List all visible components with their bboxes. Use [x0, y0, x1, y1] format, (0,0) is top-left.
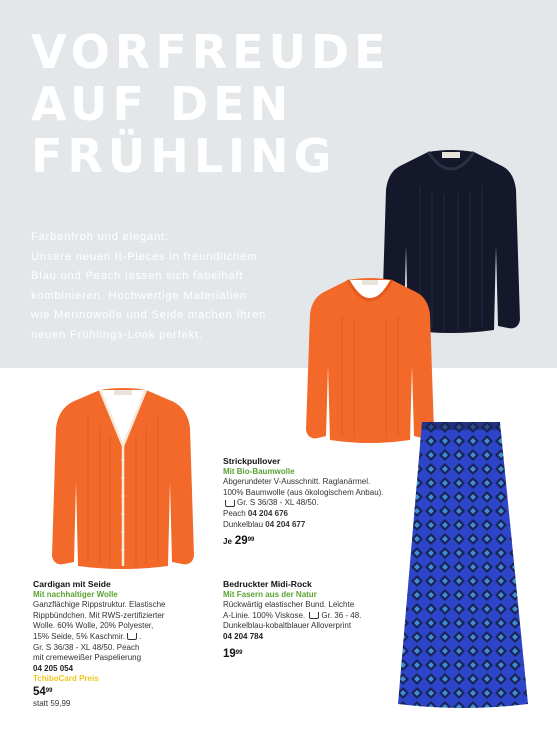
headline-line: AUF DEN: [31, 77, 294, 131]
article-number: 04 204 677: [265, 519, 306, 529]
headline-line: FRÜHLING: [31, 129, 337, 183]
article-number: 04 204 676: [247, 508, 288, 518]
product-desc: 100% Baumwolle (aus ökologischem Anbau).: [223, 487, 384, 497]
wash-icon: [309, 612, 319, 619]
intro-text: [31, 228, 321, 345]
skirt-info: [223, 579, 398, 659]
product-desc: mit cremeweißer Paspelierung: [33, 653, 142, 663]
size-text: Gr. S 36/38 - XL 48/50.: [237, 498, 319, 508]
intro-line: Farbenfroh und elegant:: [31, 231, 169, 243]
product-desc: Wolle. 60% Wolle, 20% Polyester,: [33, 621, 154, 631]
desc-text: A-Linie. 100% Viskose.: [223, 610, 306, 620]
product-variant: [223, 509, 403, 520]
article-number: 04 204 784: [223, 631, 264, 641]
desc-text: 15% Seide, 5% Kaschmir.: [33, 631, 126, 641]
article-number: 04 205 054: [33, 663, 74, 673]
product-desc: [223, 498, 403, 509]
product-desc: Gr. S 36/38 - XL 48/50. Peach: [33, 642, 140, 652]
product-name: Cardigan mit Seide: [33, 579, 111, 589]
product-desc: Rückwärtig elastischer Bund. Leichte: [223, 600, 355, 610]
product-name: Strickpullover: [223, 456, 281, 466]
price-cents: 99: [235, 649, 243, 656]
old-price: statt 59,99: [33, 698, 71, 708]
wash-icon: [127, 633, 137, 640]
intro-line: neuen Frühlings-Look perfekt.: [31, 328, 203, 341]
price: [223, 536, 403, 548]
size-text: Gr. 36 - 48.: [321, 610, 362, 620]
color-label: Peach: [223, 508, 246, 518]
product-desc: [223, 611, 398, 622]
price-main: 19: [223, 647, 236, 660]
card-price-label: TchiboCard Preis: [33, 674, 99, 684]
price-prefix: Je: [223, 537, 232, 547]
wash-icon: [225, 500, 235, 507]
price: [33, 687, 208, 698]
price-cents: 99: [45, 687, 53, 694]
price-main: 54: [33, 685, 46, 698]
product-variant: [223, 520, 403, 531]
sweater-info: [223, 456, 403, 548]
skirt-image[interactable]: [396, 420, 530, 710]
price-cents: 99: [247, 537, 255, 544]
product-desc: Ganzflächige Rippstruktur. Elastische: [33, 600, 166, 610]
intro-line: kombinieren. Hochwertige Materialien: [31, 289, 247, 302]
color-label: Dunkelblau: [223, 519, 264, 529]
cardigan-info: [33, 579, 208, 709]
product-desc: 15% Seide, 5% Kaschmir. .: [33, 631, 142, 641]
product-subtitle: Mit nachhaltiger Wolle: [33, 589, 118, 599]
headline-line: VORFREUDE: [31, 25, 391, 79]
page-headline: [31, 26, 391, 182]
product-subtitle: Mit Fasern aus der Natur: [223, 589, 317, 599]
price-main: 29: [234, 535, 248, 548]
price: [223, 649, 398, 660]
product-subtitle: Mit Bio-Baumwolle: [223, 466, 295, 476]
intro-line: Unsere neuen It-Pieces in freundlichem: [31, 250, 258, 263]
intro-line: wie Merinowolle und Seide machen Ihren: [31, 309, 266, 321]
product-desc: Dunkelblau-kobaltblauer Alloverprint: [223, 621, 352, 631]
intro-line: Blau und Peach lassen sich fabelhaft: [31, 270, 244, 282]
product-name: Bedruckter Midi-Rock: [223, 579, 312, 589]
cardigan-image[interactable]: [50, 386, 196, 570]
product-desc: Abgerundeter V-Ausschnitt. Raglanärmel.: [223, 477, 371, 487]
product-desc: Rippbündchen. Mit RWS-zertifizierter: [33, 610, 165, 620]
peach-sweater-image[interactable]: [304, 276, 436, 444]
